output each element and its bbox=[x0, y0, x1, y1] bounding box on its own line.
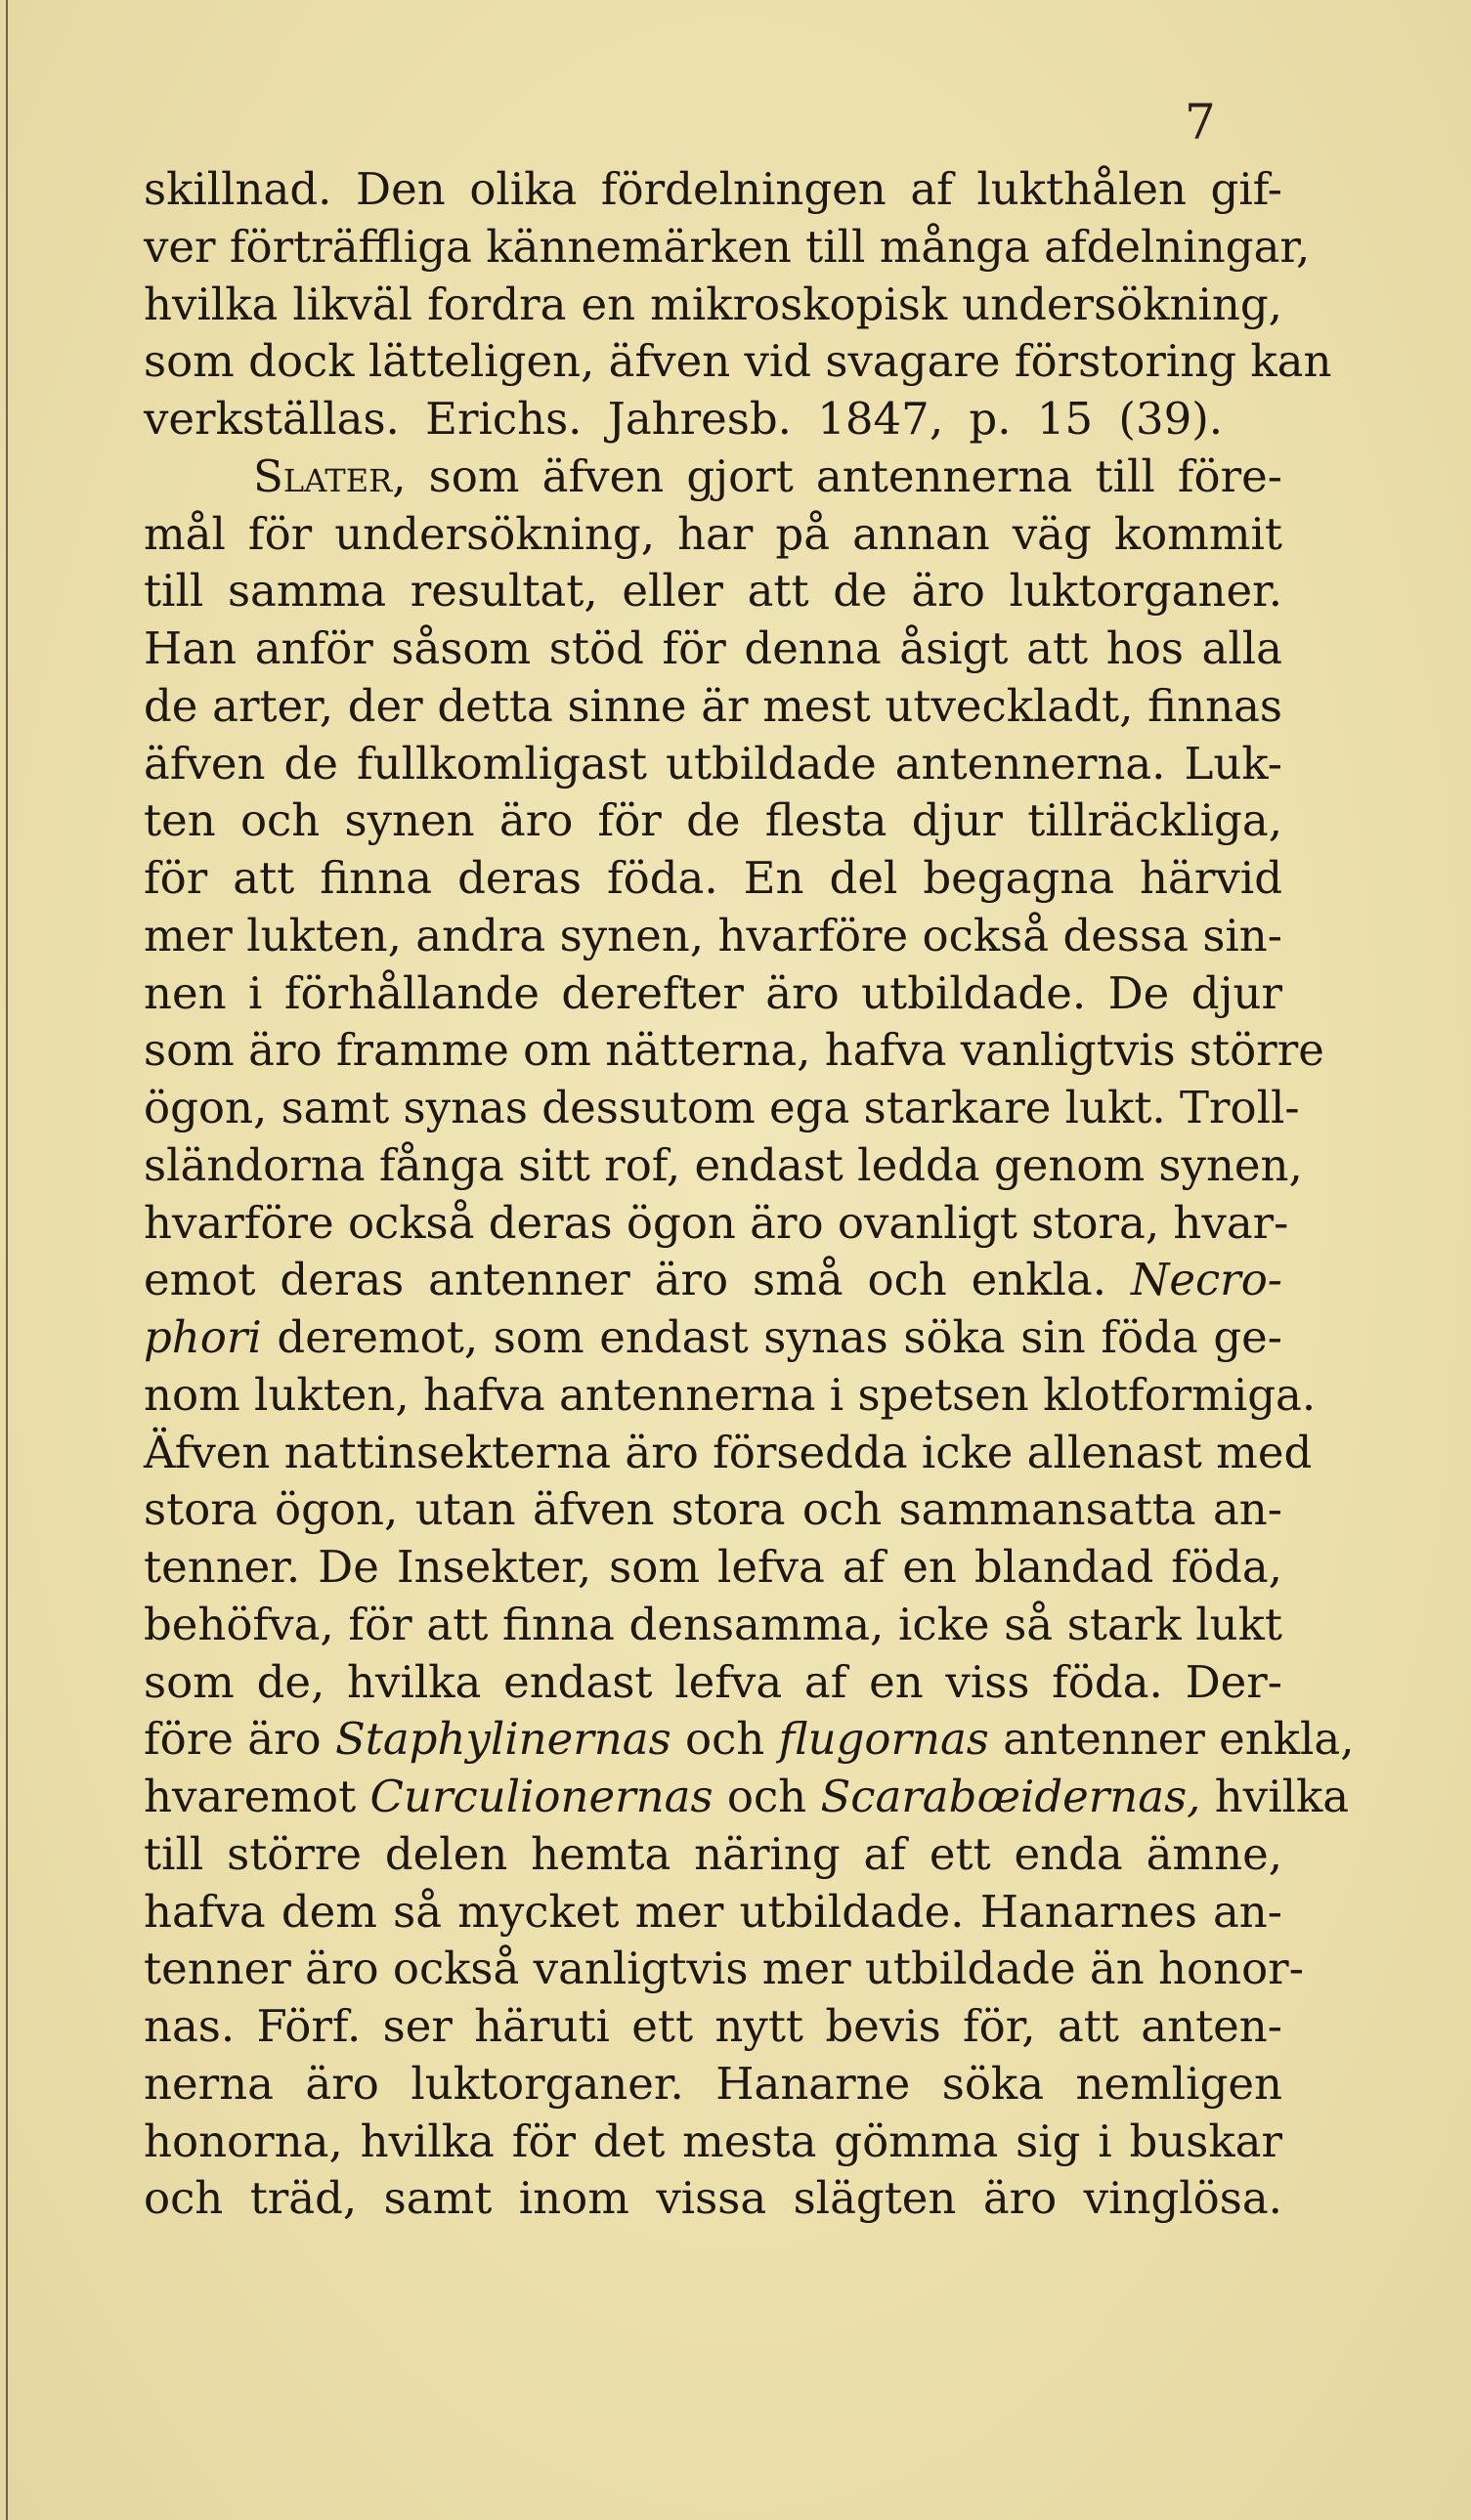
text-span: mer lukten, andra synen, hvarföre också dessa sin- bbox=[144, 909, 1282, 961]
text-line bbox=[144, 908, 1282, 965]
text-line bbox=[144, 1826, 1282, 1884]
text-span: tenner äro också vanligtvis mer utbildade än honor- bbox=[144, 1943, 1304, 1995]
page-number: 7 bbox=[1185, 94, 1216, 150]
italic-text: Curculionernas bbox=[369, 1771, 714, 1822]
text-line bbox=[144, 1769, 1350, 1826]
text-span: som dock lätteligen, äfven vid svagare förstoring kan bbox=[144, 335, 1332, 388]
text-span: tenner. De Insekter, som lefva af en blandad föda, bbox=[144, 1541, 1282, 1593]
italic-text: Necro- bbox=[1130, 1254, 1282, 1306]
text-span: nen i förhållande derefter äro utbildade. De djur bbox=[144, 966, 1282, 1019]
text-line bbox=[144, 1998, 1282, 2056]
text-line bbox=[144, 2170, 1282, 2228]
text-span: hvaremot bbox=[144, 1771, 370, 1822]
text-span: ten och synen äro för de flesta djur tillräckliga, bbox=[144, 794, 1282, 847]
text-span: nas. Förf. ser häruti ett nytt bevis för, att anten- bbox=[144, 2000, 1282, 2052]
text-span: och träd, samt inom vissa slägten äro vinglösa. bbox=[144, 2172, 1282, 2225]
text-span: behöfva, för att finna densamma, icke så stark lukt bbox=[144, 1598, 1282, 1650]
text-line bbox=[144, 1309, 1282, 1367]
text-line bbox=[144, 736, 1282, 793]
text-span: verkställas. Erichs. Jahresb. 1847, p. 15 (39). bbox=[144, 393, 1224, 445]
text-line bbox=[144, 1481, 1282, 1539]
text-line bbox=[144, 277, 1282, 334]
text-span: ögon, samt synas dessutom ega starkare lukt. Troll- bbox=[144, 1082, 1300, 1133]
text-span: som de, hvilka endast lefva af en viss föda. Der- bbox=[144, 1655, 1282, 1708]
text-span: nom lukten, hafva antennerna i spetsen klotformiga. bbox=[144, 1368, 1317, 1421]
text-line bbox=[144, 448, 1282, 506]
text-span: honorna, hvilka för det mesta gömma sig i buskar bbox=[144, 2114, 1282, 2167]
text-span: stora ögon, utan äfven stora och sammansatta an- bbox=[144, 1483, 1282, 1536]
text-span: sländorna fånga sitt rof, endast ledda genom synen, bbox=[144, 1138, 1303, 1191]
text-span: och bbox=[713, 1771, 821, 1822]
text-line bbox=[144, 506, 1282, 564]
text-span: som äro framme om nätterna, hafva vanligtvis större bbox=[144, 1024, 1324, 1077]
text-span: Äfven nattinsekterna äro försedda icke allenast med bbox=[144, 1426, 1313, 1478]
text-span: till större delen hemta näring af ett enda ämne, bbox=[144, 1827, 1282, 1880]
text-line bbox=[144, 2114, 1282, 2171]
text-span: deremot, som endast synas söka sin föda ge- bbox=[261, 1311, 1282, 1363]
text-span: nerna äro luktorganer. Hanarne söka nemligen bbox=[144, 2057, 1282, 2110]
text-line bbox=[144, 1252, 1282, 1309]
italic-text: Staphylinernas bbox=[334, 1713, 671, 1766]
text-span: skillnad. Den olika fördelningen af lukthålen gif- bbox=[144, 163, 1282, 215]
text-span: hvarföre också deras ögon äro ovanligt stora, hvar- bbox=[144, 1196, 1289, 1249]
text-line bbox=[144, 678, 1282, 736]
text-line bbox=[144, 563, 1282, 620]
text-span: mål för undersökning, har på annan väg kommit bbox=[144, 507, 1282, 560]
text-line bbox=[144, 620, 1282, 678]
text-line bbox=[144, 219, 1311, 277]
small-caps-name: Slater bbox=[253, 449, 393, 502]
text-span: hvilka likväl fordra en mikroskopisk undersökning, bbox=[144, 278, 1282, 330]
text-line bbox=[144, 1597, 1282, 1654]
text-span: de arter, der detta sinne är mest utveckladt, finnas bbox=[144, 679, 1282, 732]
text-line bbox=[144, 391, 1282, 448]
text-span: äfven de fullkomligast utbildade antennerna. Luk- bbox=[144, 737, 1282, 790]
body-text bbox=[144, 161, 1355, 2228]
text-line bbox=[144, 1941, 1304, 1998]
text-span: och bbox=[671, 1713, 779, 1766]
italic-text: phori bbox=[144, 1311, 262, 1363]
italic-text: flugornas bbox=[778, 1713, 989, 1766]
text-line bbox=[144, 1539, 1282, 1597]
binding-edge-line bbox=[6, 0, 8, 2520]
text-line bbox=[144, 1080, 1300, 1137]
text-line bbox=[144, 1425, 1313, 1482]
text-line bbox=[144, 333, 1332, 391]
text-line bbox=[144, 965, 1282, 1023]
text-span: hafva dem så mycket mer utbildade. Hanarnes an- bbox=[144, 1885, 1282, 1938]
text-span: ver förträffliga kännemärken till många afdelningar, bbox=[144, 220, 1311, 273]
text-line bbox=[144, 2056, 1282, 2114]
text-line bbox=[144, 792, 1282, 850]
text-line bbox=[144, 1654, 1282, 1712]
text-line bbox=[144, 850, 1282, 908]
text-span: för att finna deras föda. En del begagna härvid bbox=[144, 852, 1282, 904]
text-span: Han anför såsom stöd för denna åsigt att hos alla bbox=[144, 622, 1282, 674]
text-line bbox=[144, 1195, 1289, 1253]
text-line bbox=[144, 1022, 1324, 1080]
text-line bbox=[144, 1137, 1303, 1195]
text-line bbox=[144, 1367, 1317, 1425]
text-line bbox=[144, 1884, 1282, 1942]
text-span: emot deras antenner äro små och enkla. bbox=[144, 1254, 1131, 1306]
text-span: antenner enkla, bbox=[988, 1713, 1355, 1766]
text-span: före äro bbox=[144, 1713, 335, 1766]
text-span: till samma resultat, eller att de äro luktorganer. bbox=[144, 565, 1282, 618]
text-line bbox=[144, 1711, 1355, 1769]
text-line bbox=[144, 161, 1282, 219]
italic-text: Scarabœidernas, bbox=[820, 1771, 1201, 1822]
text-span: , som äfven gjort antennerna till före- bbox=[392, 449, 1282, 502]
text-span: hvilka bbox=[1200, 1771, 1350, 1822]
